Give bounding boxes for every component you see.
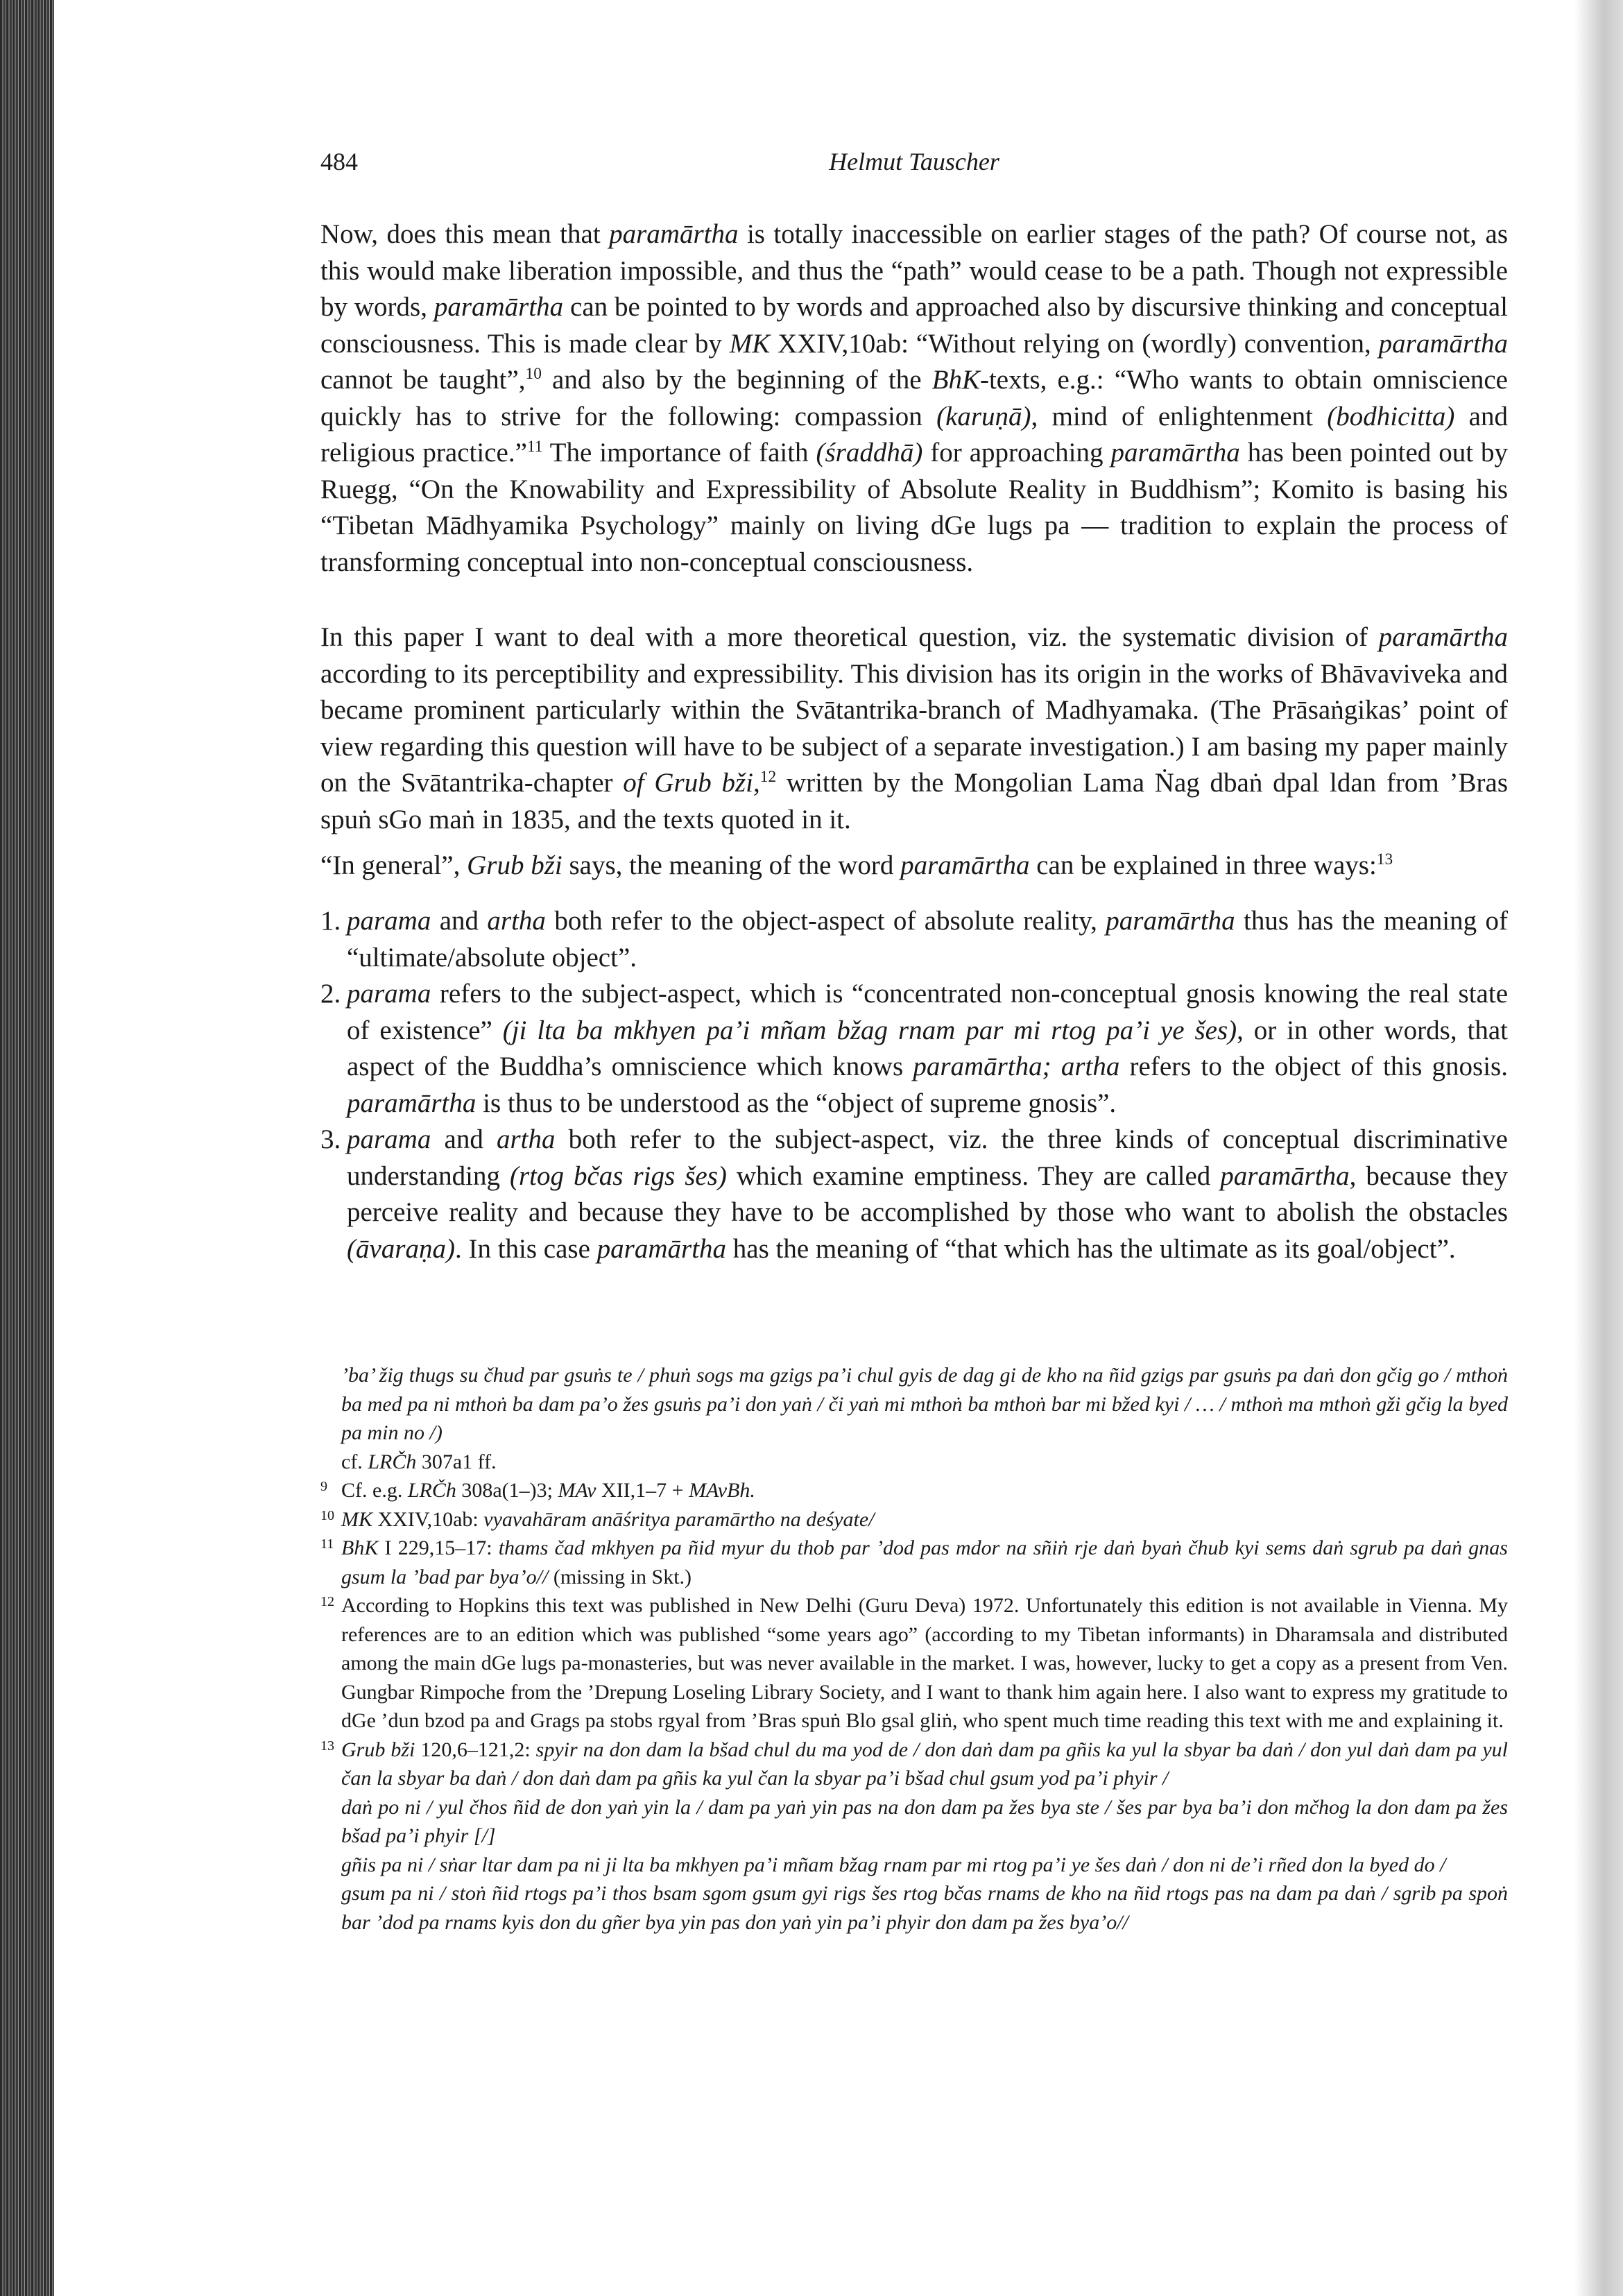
italic-term: (āvaraṇa): [347, 1233, 455, 1264]
italic-term: (ji lta ba mkhyen pa’i mñam bžag rnam par mi rtog pa’i ye šes): [502, 1015, 1237, 1045]
footnote-line: [341, 1793, 1508, 1851]
body-paragraph: In this paper I want to deal with a more theoretical question, viz. the systematic division of paramārtha according to its perceptibility and expressibility. This division has its origin in the works of Bhāvaviveka and became prominent particularly within the Svātantrika-branch of Madhyamaka. (The Prāsaṅgikas’ point of view regarding this question will have to be subject of a separate investigation.) I am basing my paper mainly on the Svātantrika-chapter of Grub bži,$^{12}$ written by the Mongolian Lama Ṅag dbaṅ dpal ldan from ’Bras spuṅ sGo maṅ in 1835, and the texts quoted in it.: [320, 622, 1508, 834]
footnote: [320, 1361, 1508, 1476]
footnote-ref[interactable]: 11: [526, 438, 543, 456]
italic-term: parama: [347, 906, 431, 936]
italic-term: artha: [487, 906, 546, 936]
footnote: [320, 1736, 1508, 1937]
italic-term: paramārtha; artha: [913, 1052, 1120, 1081]
footnote-text: [341, 1476, 1508, 1505]
footnote-ref[interactable]: 10: [525, 365, 542, 383]
footnote-line: BhK I 229,15–17: thams čad mkhyen pa ñid myur du thob par ’dod pas mdor na sñiṅ rje daṅ byaṅ čhub kyi sems daṅ sgrub pa daṅ gnas gsum la ’bad par bya’o// (missing in Skt.): [341, 1536, 1508, 1588]
italic-term: paramārtha: [347, 1088, 476, 1118]
footnote-line: [341, 1879, 1508, 1937]
list-number: 3.: [320, 1124, 341, 1154]
footnote-text: [341, 1591, 1508, 1736]
italic-term: BhK: [341, 1536, 379, 1559]
footnote-line: cf. LRČh 307a1 ff.: [341, 1450, 497, 1473]
italic-term: MAvBh.: [689, 1479, 755, 1502]
footnote-number: 12: [320, 1594, 334, 1609]
italic-term: Grub bži: [341, 1738, 415, 1761]
italic-term: (bodhicitta): [1327, 401, 1455, 431]
footnote-text: [341, 1736, 1508, 1937]
footnote-line: Grub bži 120,6–121,2: spyir na don dam la bšad chul du ma yod de / don daṅ dam pa gñis ka yul la sbyar ba daṅ / don yul daṅ dam pa yul čan la sbyar ba daṅ / don daṅ dam pa gñis ka yul čan la sbyar pa’i bšad chul gsum yod pa’i phyir /: [341, 1738, 1508, 1790]
list-item: [320, 903, 1508, 976]
list-text: parama refers to the subject-aspect, which is “concentrated non-conceptual gnosis knowing the real state of existence” (ji lta ba mkhyen pa’i mñam bžag rnam par mi rtog pa’i ye šes), or in other words, that aspect of the Buddha’s omniscience which knows paramārtha; artha refers to the object of this gnosis. paramārtha is thus to be understood as the “object of supreme gnosis”.: [347, 979, 1508, 1118]
footnotes: [320, 1361, 1508, 1937]
italic-term: parama: [347, 1124, 431, 1154]
footnote-line: According to Hopkins this text was published in New Delhi (Guru Deva) 1972. Unfortunately this edition is not available in Vienna. My references are to an edition which was published “some years ago” (according to my Tibetan informants) in Dharamsala and distributed among the main dGe lugs pa-monasteries, but was never available in the market. I was, however, lucky to get a copy as a present from Ven. Gungbar Rimpoche from the ’Drepung Loseling Library Society, and I want to thank him again here. I also want to express my gratitude to dGe ’dun bzod pa and Grags pa stobs rgyal from ’Bras spuṅ Blo gsal gliṅ, who spent much time reading this text with me and explaining it.: [341, 1594, 1508, 1732]
italic-term: MAv: [558, 1479, 596, 1502]
footnote: [320, 1505, 1508, 1534]
footnote-line: MK XXIV,10ab: vyavahāram anāśritya paramārtho na deśyate/: [341, 1507, 875, 1531]
italic-term: paramārtha: [1110, 438, 1240, 468]
italic-term: ’ba’ žig thugs su čhud par gsuṅs te / phuṅ sogs ma gzigs pa’i chul gyis de dag gi de kho na ñid gzigs par gsuṅs pa daṅ don gčig go / mthoṅ ba med pa ni mthoṅ ba dam pa’o žes gsuṅs pa’i don yaṅ / či yaṅ mi mthoṅ ba mthoṅ bar mi bžed kyi / … / mthoṅ ma mthoṅ gži gčig la byed pa min no /): [341, 1364, 1508, 1444]
italic-term: paramārtha: [1220, 1160, 1350, 1191]
italic-term: vyavahāram anāśritya paramārtho na deśyate/: [483, 1507, 875, 1531]
footnote-text: [341, 1534, 1508, 1591]
scan-page-edge: [1574, 0, 1623, 2296]
list-text: parama and artha both refer to the subject-aspect, viz. the three kinds of conceptual discriminative understanding (rtog bčas rigs šes) which examine emptiness. They are called paramārtha, because they perceive reality and because they have to be accomplished by those who want to abolish the obstacles (āvaraṇa). In this case paramārtha has the meaning of “that which has the ultimate as its goal/object”.: [347, 1124, 1508, 1264]
footnote-line: [341, 1361, 1508, 1448]
footnote-text: [341, 1505, 1508, 1534]
footnote: [320, 1476, 1508, 1505]
italic-term: paramārtha: [1378, 328, 1508, 359]
footnote-number: 10: [320, 1507, 334, 1523]
italic-term: thams čad mkhyen pa ñid myur du thob par ’dod pas mdor na sñiṅ rje daṅ byaṅ čhub kyi sems daṅ sgrub pa daṅ gnas gsum la ’bad par bya’o//: [341, 1536, 1508, 1588]
italic-term: paramārtha: [596, 1233, 727, 1264]
italic-term: MK: [341, 1507, 372, 1531]
footnote-line: [341, 1851, 1508, 1880]
italic-term: (karuṇā): [936, 401, 1031, 431]
running-head-author: Helmut Tauscher: [829, 148, 999, 175]
footnote-number: 13: [320, 1738, 334, 1754]
list-number: 2.: [320, 979, 341, 1009]
list-text: parama and artha both refer to the object-aspect of absolute reality, paramārtha thus has the meaning of “ultimate/absolute object”.: [347, 906, 1508, 973]
footnote-ref[interactable]: 12: [759, 768, 777, 786]
italic-term: artha: [496, 1124, 556, 1154]
list-number: 1.: [320, 906, 341, 936]
italic-term: spyir na don dam la bšad chul du ma yod de / don daṅ dam pa gñis ka yul la sbyar ba daṅ / don yul daṅ dam pa yul čan la sbyar ba daṅ / don daṅ dam pa gñis ka yul čan la sbyar pa’i bšad chul gsum yod pa’i phyir /: [341, 1738, 1508, 1790]
italic-term: BhK: [931, 365, 980, 395]
italic-term: paramārtha: [1378, 622, 1508, 652]
italic-term: paramārtha: [433, 292, 564, 322]
footnote-ref[interactable]: 13: [1376, 850, 1393, 868]
italic-term: (rtog bčas rigs šes): [509, 1160, 727, 1191]
list-item: [320, 976, 1508, 1122]
italic-term: Grub bži: [467, 850, 563, 880]
footnote: [320, 1591, 1508, 1736]
italic-term: (śraddhā): [816, 438, 923, 468]
body-paragraph: Now, does this mean that paramārtha is totally inaccessible on earlier stages of the path? Of course not, as this would make liberation impossible, and thus the “path” would cease to be a path. Though not expressible by words, paramārtha can be pointed to by words and approached also by discursive thinking and conceptual consciousness. This is made clear by MK XXIV,10ab: “Without relying on (wordly) convention, paramārtha cannot be taught”,$^{10}$ and also by the beginning of the BhK-texts, e.g.: “Who wants to obtain omniscience quickly has to strive for the following: compassion (karuṇā), mind of enlightenment (bodhicitta) and religious practice.”$^{11}$ The importance of faith (śraddhā) for approaching paramārtha has been pointed out by Ruegg, “On the Knowability and Expressibility of Absolute Reality in Buddhism”; Komito is basing his “Tibetan Mādhyamika Psychology” mainly on living dGe lugs pa — tradition to explain the process of transforming conceptual into non-conceptual consciousness.: [320, 219, 1509, 577]
italic-term: MK: [729, 328, 771, 359]
italic-term: of Grub bži,: [623, 768, 760, 798]
italic-term: LRČh: [368, 1450, 417, 1473]
list-item: [320, 1122, 1508, 1267]
footnote-number: [320, 1361, 341, 1476]
footnote-text: [341, 1361, 1508, 1476]
footnote-number: 11: [320, 1536, 334, 1552]
footnote-number: 9: [320, 1479, 327, 1494]
italic-term: paramārtha: [1106, 906, 1235, 936]
italic-term: LRČh: [407, 1479, 456, 1502]
italic-term: gsum pa ni / stoṅ ñid rtogs pa’i thos bsam sgom gsum gyi rigs šes rtog bčas rnams de kho na ñid rtogs pas na dam pa daṅ / sgrib pa spoṅ bar ’dod pa rnams kyis don du gñer bya yin pas don yaṅ yin pa’i phyir don dam pa žes bya’o//: [341, 1882, 1508, 1934]
running-header: [320, 147, 1508, 182]
body-paragraph: “In general”, Grub bži says, the meaning of the word paramārtha can be explained in three ways:$^{13}$: [320, 850, 1393, 880]
italic-term: gñis pa ni / sṅar ltar dam pa ni ji lta ba mkhyen pa’i mñam bžag rnam par mi rtog pa’i ye šes daṅ / don ni de’i rñed don la byed do /: [341, 1853, 1446, 1876]
numbered-list: [320, 903, 1508, 1267]
footnote: [320, 1534, 1508, 1591]
scan-binding-edge: [0, 0, 54, 2296]
italic-term: parama: [347, 979, 431, 1009]
page-number: 484: [320, 148, 358, 175]
italic-term: paramārtha: [900, 850, 1030, 880]
footnote-line: Cf. e.g. LRČh 308a(1–)3; MAv XII,1–7 + MAvBh.: [341, 1479, 755, 1502]
italic-term: paramārtha: [609, 219, 739, 249]
italic-term: daṅ po ni / yul čhos ñid de don yaṅ yin la / dam pa yaṅ yin pas na don dam pa žes bya ste / šes par bya ba’i don mčhog la don dam pa žes bšad pa’i phyir [/]: [341, 1795, 1508, 1847]
